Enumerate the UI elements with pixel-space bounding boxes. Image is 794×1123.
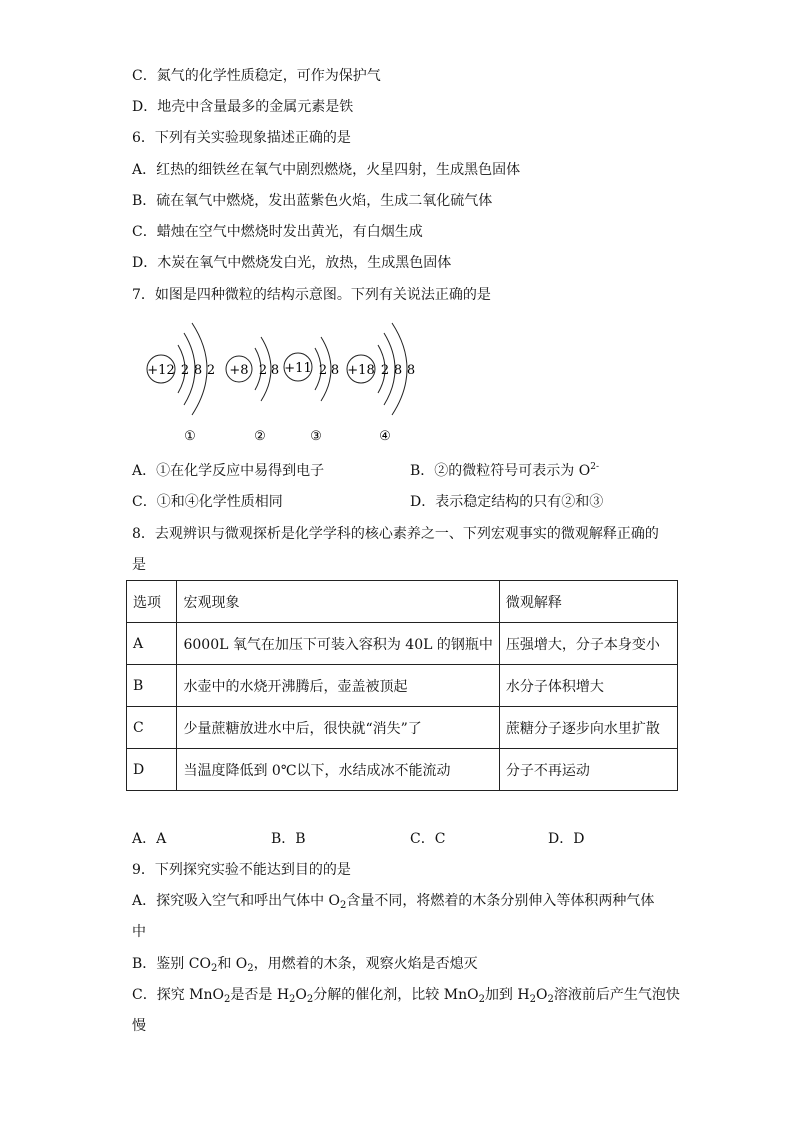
atom-4-shell-2: 8 <box>393 363 403 378</box>
atom-1-nucleus: +12 <box>147 363 175 378</box>
option-7b-charge: 2- <box>590 462 599 472</box>
atom-1-shell-3: 2 <box>206 363 216 378</box>
atom-1-shell-1: 2 <box>180 363 190 378</box>
table-row <box>127 707 678 749</box>
option-9b: B．鉴别 $CO_2$和 $O_2$，用燃着的木条，观察火焰是否熄灭 <box>132 956 478 974</box>
atom-2-shell-1: 2 <box>258 363 268 378</box>
question-8-table <box>126 580 678 791</box>
atom-2-label: ② <box>254 429 266 444</box>
table-cell: B <box>127 665 177 707</box>
atom-2-nucleus: +8 <box>229 363 249 378</box>
table-cell: D <box>127 749 177 791</box>
table-cell: 水壶中的水烧开沸腾后，壶盖被顶起 <box>177 665 499 707</box>
option-9a-line-2: 中 <box>132 924 146 940</box>
option-9c-line-2: 慢 <box>132 1018 146 1034</box>
atom-3 <box>284 337 339 444</box>
option-6a: A．红热的细铁丝在氧气中剧烈燃烧，火星四射，生成黑色固体 <box>132 162 521 178</box>
table-header-micro: 微观解释 <box>499 581 677 623</box>
table-cell: 压强增大，分子本身变小 <box>499 623 677 665</box>
table-cell: 少量蔗糖放进水中后，很快就“消失”了 <box>177 707 499 749</box>
table-row <box>127 623 678 665</box>
table-cell: 当温度降低到 0℃以下，水结成冰不能流动 <box>177 749 499 791</box>
table-header-option: 选项 <box>127 581 177 623</box>
option-6d: D．木炭在氧气中燃烧发白光，放热，生成黑色固体 <box>132 255 452 271</box>
option-7d: D．表示稳定结构的只有②和③ <box>410 494 604 510</box>
atom-3-label: ③ <box>310 429 322 444</box>
option-9c-line-1: C．探究 MnO$_2$是否是 $H_2O_2$分解的催化剂，比较 MnO$_2$加到 $H_2O_2$溶液前后产生气泡快 <box>132 987 680 1005</box>
table-header-macro: 宏观现象 <box>177 581 499 623</box>
option-8c: C．C <box>410 831 446 847</box>
option-7b <box>410 461 599 481</box>
atom-4-label: ④ <box>379 429 391 444</box>
option-6c: C．蜡烛在空气中燃烧时发出黄光，有白烟生成 <box>132 224 423 240</box>
table-cell: A <box>127 623 177 665</box>
option-8b: B．B <box>271 831 306 847</box>
atom-2 <box>226 337 279 444</box>
atomic-structure-diagram <box>140 318 440 458</box>
atom-4 <box>347 323 415 444</box>
option-7b-text: B．②的微粒符号可表示为 O <box>410 463 591 479</box>
atom-1-shell-2: 8 <box>193 363 203 378</box>
question-6: 6．下列有关实验现象描述正确的是 <box>132 130 351 146</box>
option-6b: B．硫在氧气中燃烧，发出蓝紫色火焰，生成二氧化硫气体 <box>132 193 493 209</box>
option-7c: C．①和④化学性质相同 <box>132 494 283 510</box>
atom-1 <box>147 323 215 444</box>
atom-3-nucleus: +11 <box>284 361 312 376</box>
atom-4-shell-3: 8 <box>406 363 416 378</box>
atom-3-shell-1: 2 <box>318 363 328 378</box>
option-5d: D．地壳中含量最多的金属元素是铁 <box>132 99 354 115</box>
atom-4-shell-1: 2 <box>380 363 390 378</box>
table-row <box>127 665 678 707</box>
question-7: 7．如图是四种微粒的结构示意图。下列有关说法正确的是 <box>132 287 491 303</box>
atom-2-shell-2: 8 <box>270 363 280 378</box>
table-cell: 6000L 氧气在加压下可装入容积为 40L 的钢瓶中 <box>177 623 499 665</box>
atom-1-label: ① <box>184 429 196 444</box>
option-5c: C．氮气的化学性质稳定，可作为保护气 <box>132 68 381 84</box>
question-8-line-2: 是 <box>132 557 146 573</box>
table-row <box>127 749 678 791</box>
option-9a-line-1: A．探究吸入空气和呼出气体中 $O_2$含量不同，将燃着的木条分别伸入等体积两种气体 <box>132 893 655 911</box>
table-cell: 蔗糖分子逐步向水里扩散 <box>499 707 677 749</box>
table-header-row <box>127 581 678 623</box>
question-8-line-1: 8．去观辨识与微观探析是化学学科的核心素养之一、下列宏观事实的微观解释正确的 <box>132 526 659 542</box>
table-cell: 水分子体积增大 <box>499 665 677 707</box>
atom-3-shell-2: 8 <box>330 363 340 378</box>
atom-4-nucleus: +18 <box>347 363 375 378</box>
option-8a: A．A <box>132 831 167 847</box>
option-7a: A．①在化学反应中易得到电子 <box>132 463 325 479</box>
table-cell: C <box>127 707 177 749</box>
table-cell: 分子不再运动 <box>499 749 677 791</box>
option-8d: D．D <box>548 831 585 847</box>
question-9: 9．下列探究实验不能达到目的的是 <box>132 862 351 878</box>
